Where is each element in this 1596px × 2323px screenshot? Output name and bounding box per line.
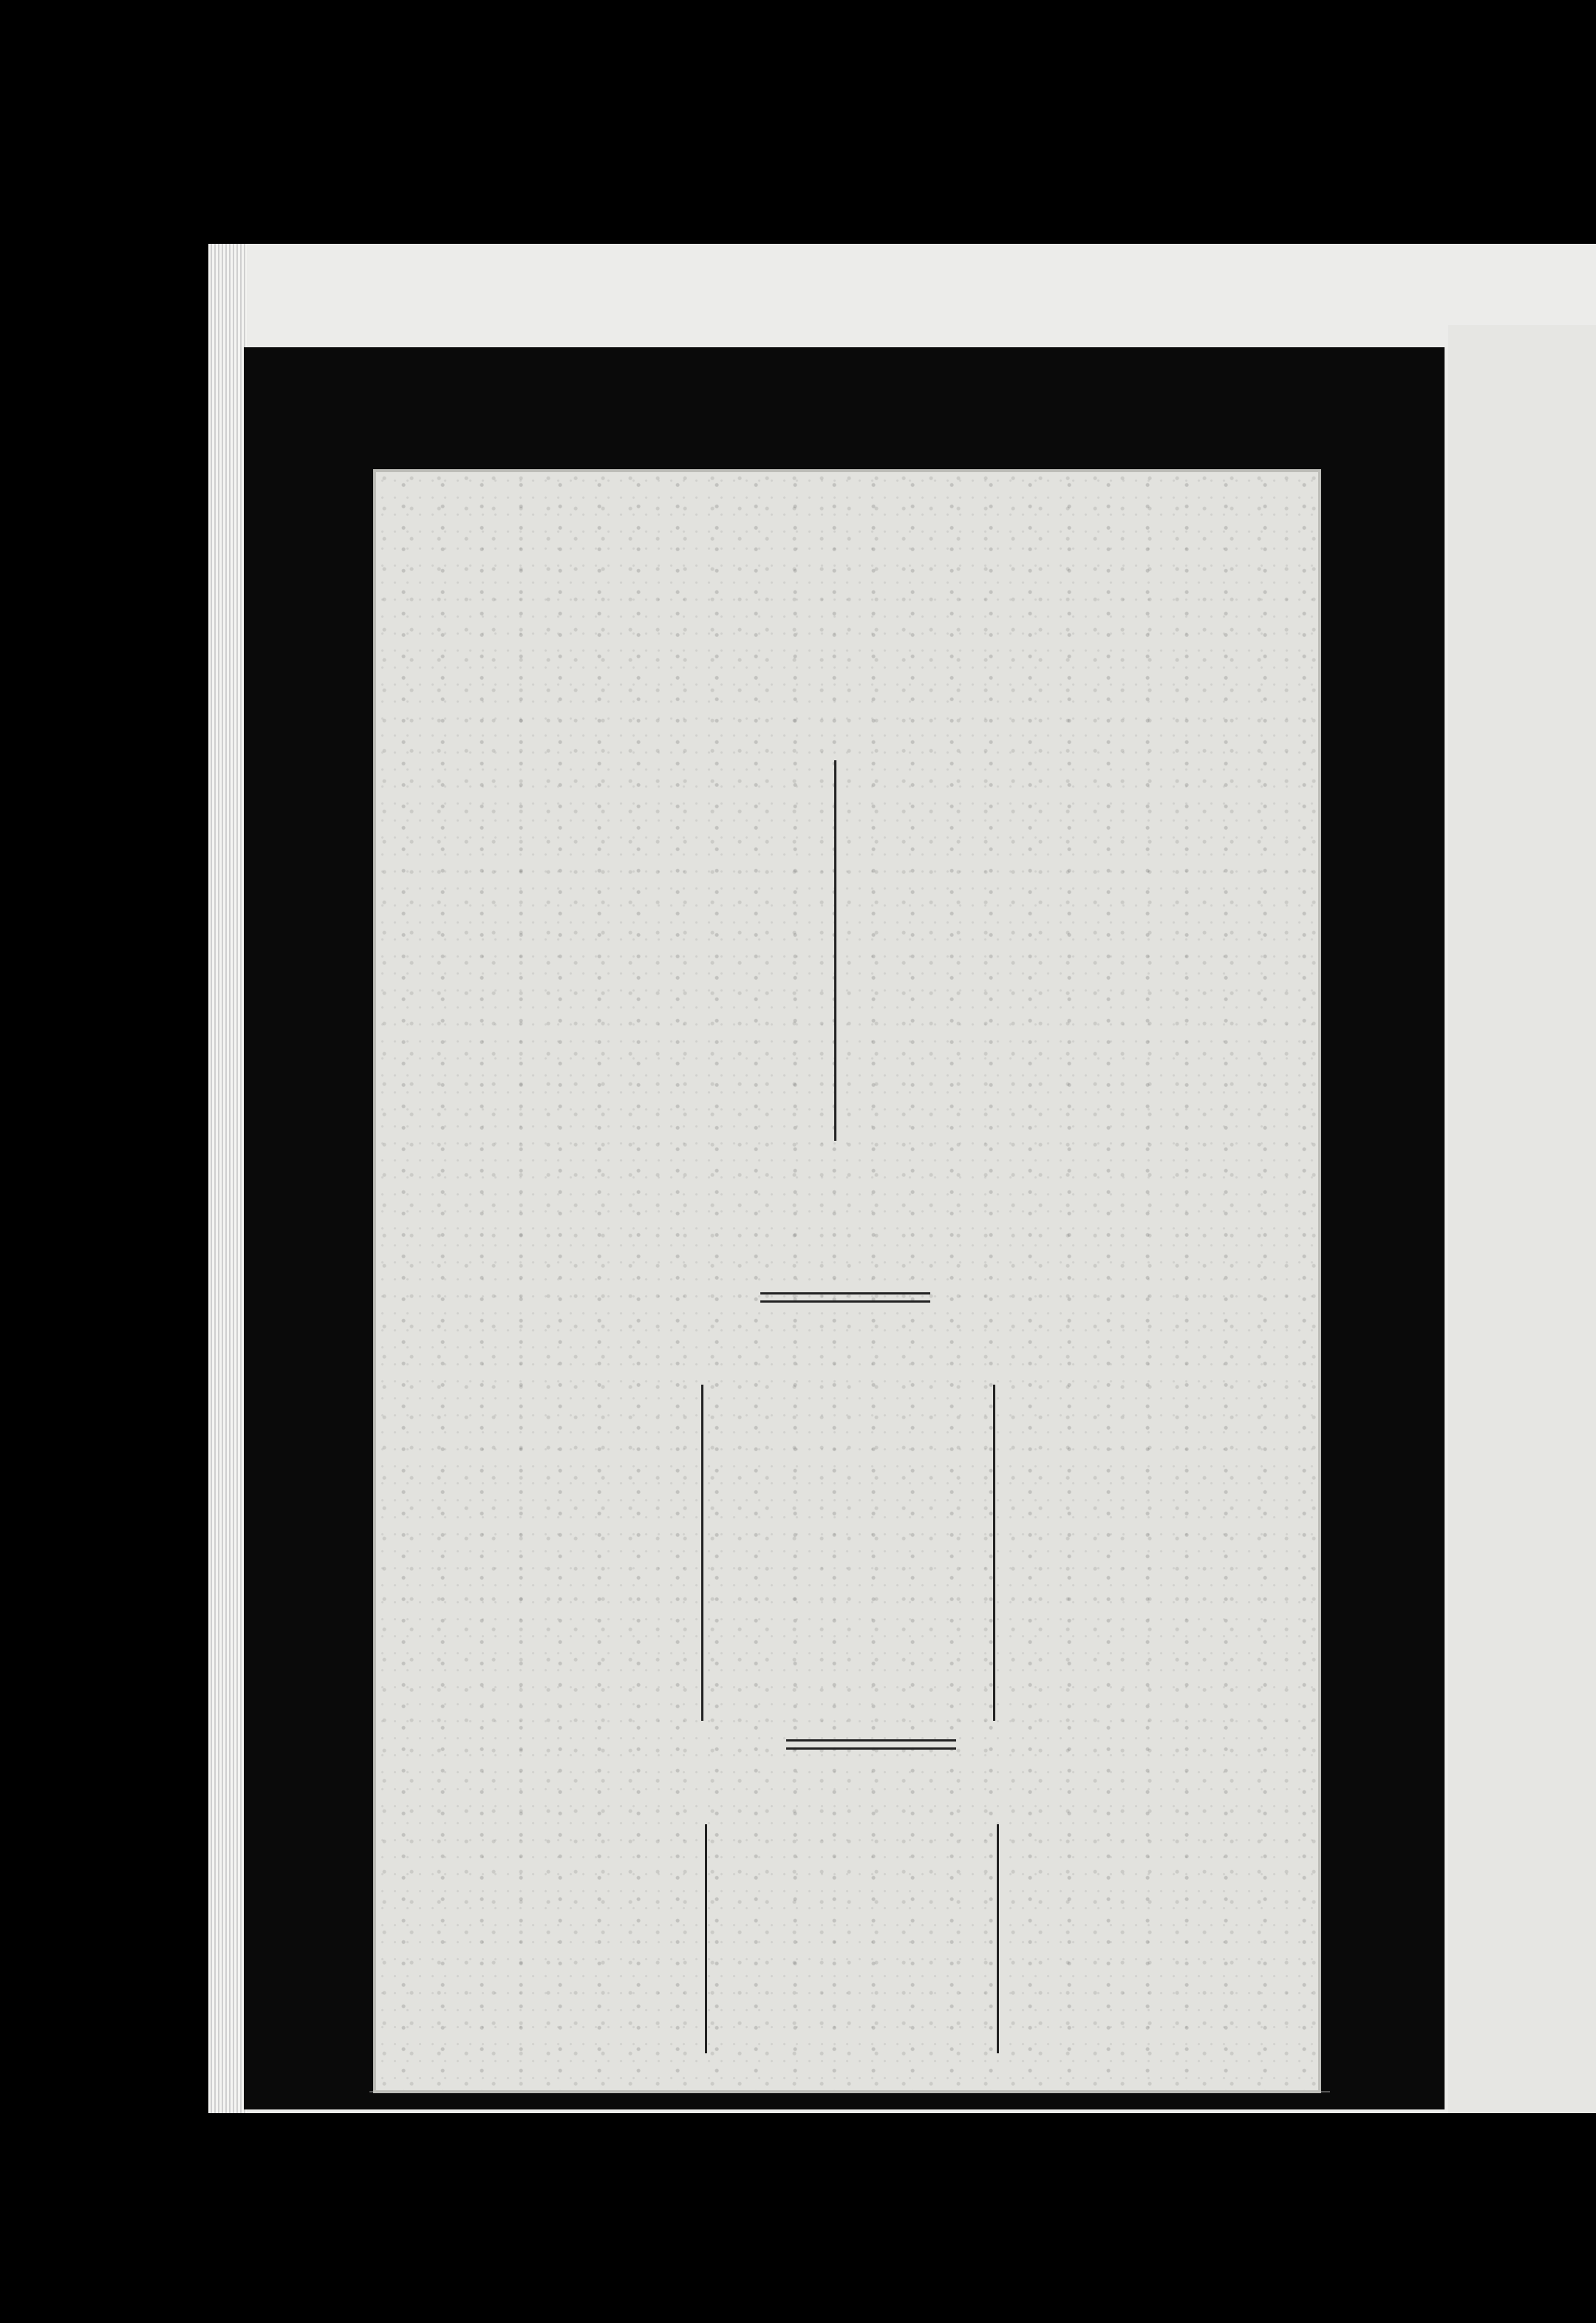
bottom-border	[369, 2091, 1330, 2115]
separate-divider-2	[997, 1824, 999, 2053]
public-divider-1	[701, 1385, 703, 1721]
separate-divider-1	[705, 1824, 707, 2053]
section-rule	[760, 1292, 930, 1303]
adjacent-page-column	[1448, 325, 1596, 2113]
public-divider-2	[993, 1385, 995, 1721]
left-scroll-ornament	[255, 480, 358, 2098]
top-scroll-ornament	[255, 358, 1422, 469]
faded-header-text	[318, 304, 1426, 349]
aldermen-divider	[834, 760, 836, 1141]
section-rule	[786, 1739, 956, 1750]
right-scroll-ornament	[1330, 480, 1433, 2098]
council-panel	[373, 469, 1321, 2093]
page-edges	[208, 244, 247, 2113]
